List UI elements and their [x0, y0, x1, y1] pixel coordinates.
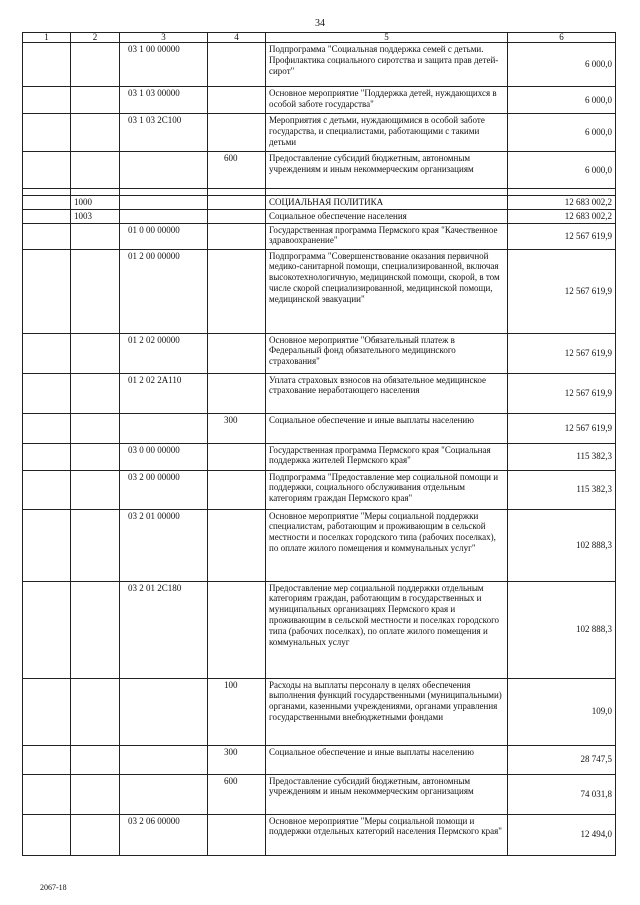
column-header-5: 5: [266, 33, 508, 43]
cell-subsection: [71, 43, 120, 87]
cell-subsection: [71, 87, 120, 114]
cell-description: Мероприятия с детьми, нуждающимися в особой заботе государства, и специалистами, работающими с такими детьми: [266, 114, 508, 152]
table-row: [23, 43, 616, 87]
cell-description: Основное мероприятие "Меры социальной помощи и поддержки отдельных категорий населения Пермского края": [266, 814, 508, 855]
column-header-3: 3: [120, 33, 208, 43]
table-row: [23, 196, 616, 210]
cell-target-code: [120, 745, 208, 774]
cell-target-code: 03 2 01 2С180: [120, 581, 208, 678]
cell-subsection: 1000: [71, 196, 120, 210]
cell-subsection: [71, 443, 120, 470]
cell-section: [23, 249, 71, 333]
cell-expense-type: [208, 814, 266, 855]
cell-expense-type: [208, 223, 266, 249]
table-row: [23, 152, 616, 189]
table-row: [23, 443, 616, 470]
cell-target-code: 03 2 00 00000: [120, 470, 208, 509]
cell-target-code: [120, 196, 208, 210]
cell-expense-type: [208, 43, 266, 87]
column-header-4: 4: [208, 33, 266, 43]
table-header-row: [23, 33, 616, 43]
cell-subsection: [71, 470, 120, 509]
cell-subsection: [71, 678, 120, 745]
cell-description: Основное мероприятие "Обязательный платеж в Федеральный фонд обязательного медицинского страхования": [266, 333, 508, 373]
cell-amount: 6 000,0: [508, 152, 616, 189]
column-header-2: 2: [71, 33, 120, 43]
cell-target-code: 03 0 00 00000: [120, 443, 208, 470]
cell-subsection: [71, 249, 120, 333]
cell-subsection: [71, 774, 120, 814]
cell-section: [23, 373, 71, 413]
cell-target-code: [120, 774, 208, 814]
cell-subsection: [71, 373, 120, 413]
cell-description: Основное мероприятие "Меры социальной поддержки специалистам, работающим и проживающим в сельской местности и поселках городского типа (рабочих поселках), по оплате жилого помещения и коммунальных услуг": [266, 509, 508, 581]
cell-section: [23, 413, 71, 443]
cell-amount: 12 567 619,9: [508, 413, 616, 443]
cell-description: Подпрограмма "Предоставление мер социальной помощи и поддержки, социального обслуживания отдельным категориям граждан Пермского края": [266, 470, 508, 509]
cell-amount: 12 683 002,2: [508, 196, 616, 210]
cell-amount: 6 000,0: [508, 114, 616, 152]
table-row: [23, 223, 616, 249]
cell-expense-type: [208, 196, 266, 210]
budget-table: [22, 32, 616, 856]
cell-target-code: 01 2 00 00000: [120, 249, 208, 333]
table-row: [23, 373, 616, 413]
cell-description: Основное мероприятие "Поддержка детей, нуждающихся в особой заботе государства": [266, 87, 508, 114]
cell-expense-type: [208, 509, 266, 581]
table-row: [23, 87, 616, 114]
cell-expense-type: [208, 249, 266, 333]
table-row: [23, 678, 616, 745]
cell-target-code: 01 0 00 00000: [120, 223, 208, 249]
cell-target-code: 03 2 06 00000: [120, 814, 208, 855]
cell-target-code: 03 1 03 00000: [120, 87, 208, 114]
column-header-1: 1: [23, 33, 71, 43]
table-row: [23, 249, 616, 333]
cell-subsection: [71, 333, 120, 373]
cell-subsection: [71, 509, 120, 581]
cell-description: Подпрограмма "Социальная поддержка семей с детьми. Профилактика социального сиротства и защита прав детей-сирот": [266, 43, 508, 87]
cell-section: [23, 223, 71, 249]
cell-subsection: 1003: [71, 209, 120, 223]
cell-target-code: [120, 678, 208, 745]
cell-subsection: [71, 581, 120, 678]
cell-section: [23, 470, 71, 509]
cell-section: [23, 333, 71, 373]
table-row: [23, 581, 616, 678]
cell-subsection: [71, 413, 120, 443]
cell-section: [23, 43, 71, 87]
cell-amount: 6 000,0: [508, 87, 616, 114]
table-row: [23, 814, 616, 855]
cell-amount: 12 567 619,9: [508, 249, 616, 333]
cell-section: [23, 678, 71, 745]
cell-section: [23, 152, 71, 189]
cell-amount: 12 567 619,9: [508, 333, 616, 373]
cell-amount: 102 888,3: [508, 509, 616, 581]
cell-expense-type: [208, 581, 266, 678]
cell-section: [23, 114, 71, 152]
cell-section: [23, 774, 71, 814]
cell-target-code: 03 1 00 00000: [120, 43, 208, 87]
cell-amount: 74 031,8: [508, 774, 616, 814]
column-header-6: 6: [508, 33, 616, 43]
table-row: [23, 509, 616, 581]
cell-amount: 12 567 619,9: [508, 373, 616, 413]
footer-code: 2067-18: [40, 883, 67, 892]
cell-target-code: [120, 413, 208, 443]
cell-section: [23, 581, 71, 678]
table-row: [23, 774, 616, 814]
cell-amount: 115 382,3: [508, 443, 616, 470]
cell-target-code: 01 2 02 2А110: [120, 373, 208, 413]
cell-target-code: 03 1 03 2С100: [120, 114, 208, 152]
cell-section: [23, 87, 71, 114]
cell-description: СОЦИАЛЬНАЯ ПОЛИТИКА: [266, 196, 508, 210]
cell-description: Государственная программа Пермского края "Качественное здравоохранение": [266, 223, 508, 249]
table-row: [23, 189, 616, 196]
cell-description: Социальное обеспечение населения: [266, 209, 508, 223]
cell-section: [23, 209, 71, 223]
table-body: [23, 43, 616, 856]
cell-section: [23, 509, 71, 581]
cell-expense-type: [208, 189, 266, 196]
cell-expense-type: [208, 87, 266, 114]
cell-description: Социальное обеспечение и иные выплаты населению: [266, 745, 508, 774]
cell-target-code: 03 2 01 00000: [120, 509, 208, 581]
page-number: 34: [315, 18, 325, 29]
cell-target-code: [120, 152, 208, 189]
cell-description: Предоставление субсидий бюджетным, автономным учреждениям и иным некоммерческим организациям: [266, 774, 508, 814]
cell-description: [266, 189, 508, 196]
cell-amount: 109,0: [508, 678, 616, 745]
cell-section: [23, 196, 71, 210]
cell-expense-type: [208, 470, 266, 509]
cell-amount: 6 000,0: [508, 43, 616, 87]
cell-description: Уплата страховых взносов на обязательное медицинское страхование неработающего населения: [266, 373, 508, 413]
cell-expense-type: [208, 333, 266, 373]
cell-amount: [508, 189, 616, 196]
cell-amount: 12 683 002,2: [508, 209, 616, 223]
cell-subsection: [71, 114, 120, 152]
cell-amount: 12 494,0: [508, 814, 616, 855]
cell-section: [23, 189, 71, 196]
cell-section: [23, 443, 71, 470]
cell-target-code: [120, 209, 208, 223]
table-row: [23, 745, 616, 774]
cell-description: Предоставление субсидий бюджетным, автономным учреждениям и иным некоммерческим организациям: [266, 152, 508, 189]
cell-subsection: [71, 189, 120, 196]
cell-expense-type: 300: [208, 413, 266, 443]
cell-expense-type: 600: [208, 152, 266, 189]
cell-subsection: [71, 814, 120, 855]
cell-section: [23, 745, 71, 774]
cell-section: [23, 814, 71, 855]
cell-description: Расходы на выплаты персоналу в целях обеспечения выполнения функций государственными (муниципальными) органами, казенными учреждениями, органами управления государственными внебюджетными фондами: [266, 678, 508, 745]
cell-description: Государственная программа Пермского края "Социальная поддержка жителей Пермского края": [266, 443, 508, 470]
cell-description: Подпрограмма "Совершенствование оказания первичной медико-санитарной помощи, специализированной, включая высокотехнологичную, медицинской помощи, скорой, в том числе скорой специализированной, медицинской помощи, медицинской эвакуации": [266, 249, 508, 333]
cell-expense-type: 100: [208, 678, 266, 745]
cell-subsection: [71, 745, 120, 774]
cell-expense-type: 600: [208, 774, 266, 814]
cell-expense-type: [208, 114, 266, 152]
table-row: [23, 470, 616, 509]
cell-target-code: 01 2 02 00000: [120, 333, 208, 373]
cell-target-code: [120, 189, 208, 196]
cell-description: Предоставление мер социальной поддержки отдельным категориям граждан, работающим в государственных и муниципальных организациях Пермского края и проживающим в сельской местности и поселках городского типа (рабочих поселках), по оплате жилого помещения и коммунальных услуг: [266, 581, 508, 678]
table-row: [23, 333, 616, 373]
table-row: [23, 209, 616, 223]
table-row: [23, 114, 616, 152]
cell-amount: 28 747,5: [508, 745, 616, 774]
table-row: [23, 413, 616, 443]
cell-amount: 102 888,3: [508, 581, 616, 678]
cell-subsection: [71, 223, 120, 249]
cell-amount: 115 382,3: [508, 470, 616, 509]
cell-subsection: [71, 152, 120, 189]
cell-expense-type: [208, 209, 266, 223]
cell-expense-type: [208, 443, 266, 470]
cell-amount: 12 567 619,9: [508, 223, 616, 249]
cell-expense-type: 300: [208, 745, 266, 774]
cell-expense-type: [208, 373, 266, 413]
cell-description: Социальное обеспечение и иные выплаты населению: [266, 413, 508, 443]
